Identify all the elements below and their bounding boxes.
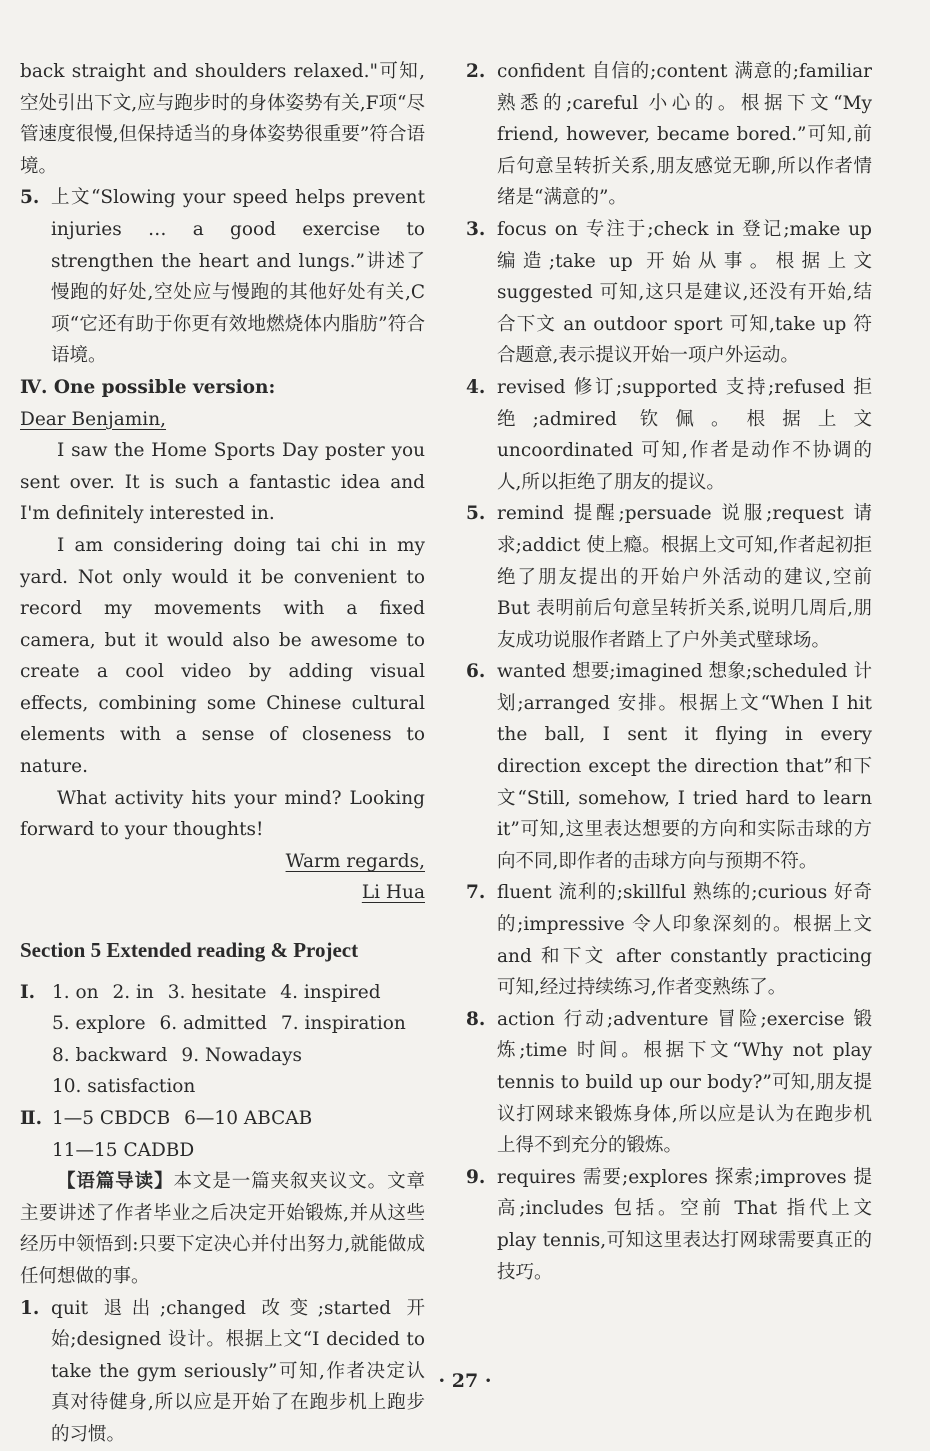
- answer-row-2: [20, 1008, 425, 1040]
- page-number: · 27 ·: [438, 1370, 492, 1392]
- row-number: Ⅰ.: [20, 981, 36, 1003]
- letter-paragraph-1: I saw the Home Sports Day poster you sent over. It is such a fantastic idea and I'm definitely interested in.: [20, 440, 425, 525]
- answer: 6—10 ABCAB: [184, 1108, 313, 1129]
- answer: 8. backward: [52, 1044, 168, 1066]
- answer-item-9: 9. requires 需要;explores 探索;improves 提高;includes 包括。空前 That 指代上文 play tennis,可知这里表达打网球需要真正的技巧。: [466, 1166, 872, 1283]
- answer-item-2: 2. confident 自信的;content 满意的;familiar 熟悉的;careful 小心的。根据下文“My friend, however, became bored.”可知,前后句意呈转折关系,朋友感觉无聊,所以作者情绪是“满意的”。: [466, 61, 872, 209]
- right-column: [466, 56, 872, 1288]
- answer-item-5: 5. remind 提醒;persuade 说服;request 请求;addict 使上瘾。根据上文可知,作者起初拒绝了朋友提出的开始户外活动的建议,空前 But 表明前后句意呈转折关系,说明几周后,朋友成功说服作者踏上了户外美式壁球场。: [466, 503, 872, 651]
- answer: 1. on: [52, 981, 99, 1003]
- letter-closing: Warm regards,: [285, 850, 425, 872]
- answer: 3. hesitate: [167, 981, 267, 1003]
- section-title: Section 5 Extended reading & Project: [20, 938, 359, 963]
- answer-row-3: [20, 1040, 425, 1103]
- answer-item-6: 6. wanted 想要;imagined 想象;scheduled 计划;arranged 安排。根据上文“When I hit the ball, I sent it flying in every direction except the direction that”和下文“Still, somehow, I tried hard to learn it”可知,这里表达想要的方向和实际击球的方向不同,即作者的击球方向与预期不符。: [466, 661, 872, 872]
- answer-item-5: [20, 182, 425, 372]
- answer-4-continuation: back straight and shoulders relaxed."可知,空处引出下文,应与跑步时的身体姿势有关,F项“尽管速度很慢,但保持适当的身体姿势很重要”符合语境。: [20, 61, 425, 177]
- answer: 2. in: [112, 981, 154, 1003]
- answer: 11—15 CADBD: [52, 1139, 195, 1161]
- section-iv-heading: Ⅳ. One possible version:: [20, 376, 276, 398]
- item-text: quit 退出;changed 改变;started 开始;designed 设计。根据上文“I decided to take the gym seriously”可知,作者决定认真对待健身,所以应是开始了在跑步机上跑步的习惯。: [51, 1297, 425, 1445]
- passage-guide: 【语篇导读】本文是一篇夹叙夹议文。文章主要讲述了作者毕业之后决定开始锻炼,并从这些经历中领悟到:只要下定决心并付出努力,就能做成任何想做的事。: [20, 1171, 425, 1287]
- answer: 7. inspiration: [280, 1013, 406, 1035]
- answer-item-8: 8. action 行动;adventure 冒险;exercise 锻炼;time 时间。根据下文“Why not play tennis to build up our body?”可知,朋友提议打网球来锻炼身体,所以应是认为在跑步机上得不到充分的锻炼。: [466, 1008, 872, 1157]
- answer-item-7: 7. fluent 流利的;skillful 熟练的;curious 好奇的;impressive 令人印象深刻的。根据上文 and 和下文 after constantly practicing 可知,经过持续练习,作者变熟练了。: [466, 882, 872, 999]
- letter-paragraph-3: What activity hits your mind? Looking forward to your thoughts!: [20, 787, 425, 841]
- answer: 1—5 CBDCB: [52, 1108, 171, 1129]
- item-number: 5.: [20, 187, 40, 209]
- letter-salutation: Dear Benjamin,: [20, 408, 167, 430]
- left-column: [20, 56, 425, 1451]
- answer: 5. explore: [52, 1013, 146, 1035]
- answer: 10. satisfaction: [52, 1076, 196, 1098]
- letter-signature: Li Hua: [361, 882, 425, 904]
- answer: 9. Nowadays: [181, 1044, 302, 1066]
- item-number: 1.: [20, 1297, 40, 1319]
- answer: 6. admitted: [159, 1013, 268, 1035]
- answer-row-1: [20, 977, 425, 1009]
- item-text: 上文“Slowing your speed helps prevent injuries … a good exercise to strengthen the heart and lungs.”讲述了慢跑的好处,空处应与慢跑的其他好处有关,C项“它还有助于你更有效地燃烧体内脂肪”符合语境。: [51, 187, 425, 367]
- answer-item-4: 4. revised 修订;supported 支持;refused 拒绝;admired 钦佩。根据上文 uncoordinated 可知,作者是动作不协调的人,所以拒绝了朋友的提议。: [466, 376, 872, 493]
- row-number: Ⅱ.: [20, 1108, 43, 1129]
- answer-row-4: [20, 1103, 425, 1166]
- answer-item-3: 3. focus on 专注于;check in 登记;make up 编造;take up 开始从事。根据上文 suggested 可知,这只是建议,还没有开始,结合下文 an outdoor sport 可知,take up 符合题意,表示提议开始一项户外运动。: [466, 218, 872, 367]
- letter-paragraph-2: I am considering doing tai chi in my yard. Not only would it be convenient to record my movements with a fixed camera, but it would also be awesome to create a cool video by adding visual effects, combining some Chinese cultural elements with a sense of closeness to nature.: [20, 534, 425, 778]
- answer: 4. inspired: [280, 981, 381, 1003]
